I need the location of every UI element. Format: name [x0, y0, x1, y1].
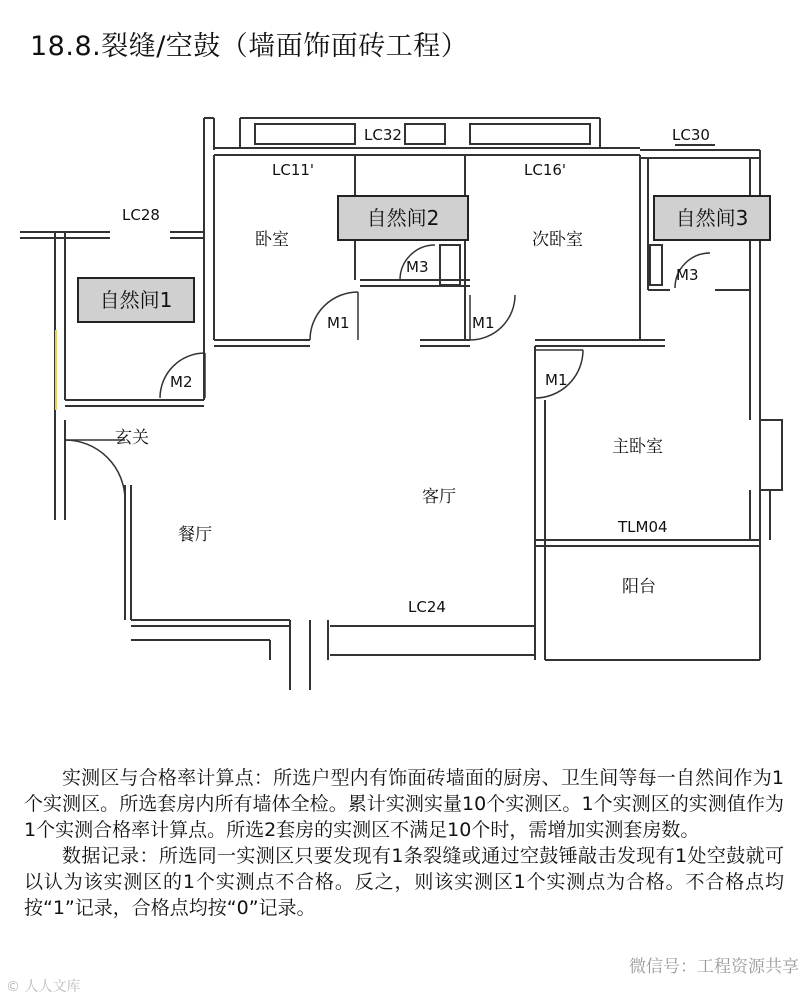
code-lc30: LC30: [672, 126, 710, 144]
code-m1-master: M1: [545, 371, 568, 389]
code-m1-bedroom: M1: [327, 314, 350, 332]
room-entrance: 玄关: [115, 428, 149, 448]
room-master-bedroom: 主卧室: [612, 437, 663, 457]
code-tlm04: TLM04: [618, 518, 668, 536]
code-lc11: LC11': [272, 161, 315, 179]
code-lc32: LC32: [364, 126, 402, 144]
room-balcony: 阳台: [622, 577, 656, 597]
watermark-right: 微信号：工程资源共享: [629, 957, 799, 977]
room-bedroom: 卧室: [255, 230, 289, 250]
room-second-bedroom: 次卧室: [532, 230, 583, 250]
code-m2: M2: [170, 373, 193, 391]
description-para1: 实测区与合格率计算点：所选户型内有饰面砖墙面的厨房、卫生间等每一自然间作为1个实测区。所选套房内所有墙体全检。累计实测实量10个实测区。1个实测区的实测值作为1个实测合格率计算点。所选2套房的实测区不满足10个时，需增加实测套房数。: [24, 767, 784, 841]
zone1-label: 自然间1: [99, 288, 173, 312]
code-lc24: LC24: [408, 598, 446, 616]
code-lc28: LC28: [122, 206, 160, 224]
code-lc16: LC16': [524, 161, 567, 179]
room-living: 客厅: [422, 487, 456, 507]
code-m1-second-bedroom: M1: [472, 314, 495, 332]
zone3-label: 自然间3: [675, 206, 749, 230]
description-para2: 数据记录：所选同一实测区只要发现有1条裂缝或通过空鼓锤敲击发现有1处空鼓就可以认为该实测区的1个实测点不合格。反之，则该实测区1个实测点为合格。不合格点均按“1”记录，合格点均按“0”记录。: [24, 845, 784, 919]
watermark-left: © 人人文库: [6, 979, 81, 995]
room-dining: 餐厅: [178, 525, 212, 545]
code-m3-zone2: M3: [406, 258, 429, 276]
code-m3-zone3: M3: [676, 266, 699, 284]
page-title: 18.8.裂缝/空鼓（墙面饰面砖工程）: [30, 31, 469, 62]
zone2-label: 自然间2: [366, 206, 440, 230]
description: [24, 765, 784, 921]
